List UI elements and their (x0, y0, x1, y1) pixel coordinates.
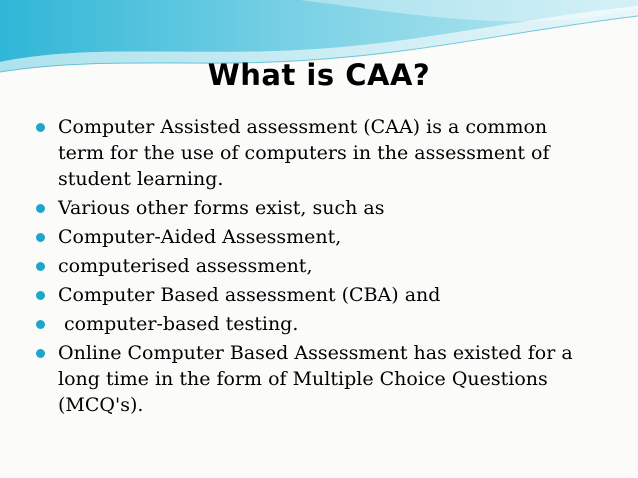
bullet-text: Online Computer Based Assessment has existed for a long time in the form of Multiple Choice Questions (MCQ's). (58, 342, 573, 416)
bullet-dot-icon (36, 349, 45, 358)
bullet-text: Computer-Aided Assessment, (58, 226, 342, 248)
bullet-list (36, 114, 596, 421)
bullet-dot-icon (36, 233, 45, 242)
bullet-item (36, 340, 596, 418)
bullet-dot-icon (36, 123, 45, 132)
bullet-dot-icon (36, 320, 45, 329)
bullet-item (36, 195, 596, 221)
bullet-item (36, 282, 596, 308)
bullet-text: Various other forms exist, such as (58, 197, 385, 219)
bullet-dot-icon (36, 262, 45, 271)
bullet-text: Computer Based assessment (CBA) and (58, 284, 441, 306)
bullet-item (36, 253, 596, 279)
bullet-item (36, 114, 596, 192)
slide-title: What is CAA? (207, 58, 431, 92)
bullet-item (36, 224, 596, 250)
bullet-text: computer-based testing. (58, 313, 299, 335)
bullet-item (36, 311, 596, 337)
bullet-text: computerised assessment, (58, 255, 313, 277)
bullet-dot-icon (36, 291, 45, 300)
bullet-dot-icon (36, 204, 45, 213)
bullet-text: Computer Assisted assessment (CAA) is a common term for the use of computers in the assessment of student learning. (58, 116, 550, 190)
